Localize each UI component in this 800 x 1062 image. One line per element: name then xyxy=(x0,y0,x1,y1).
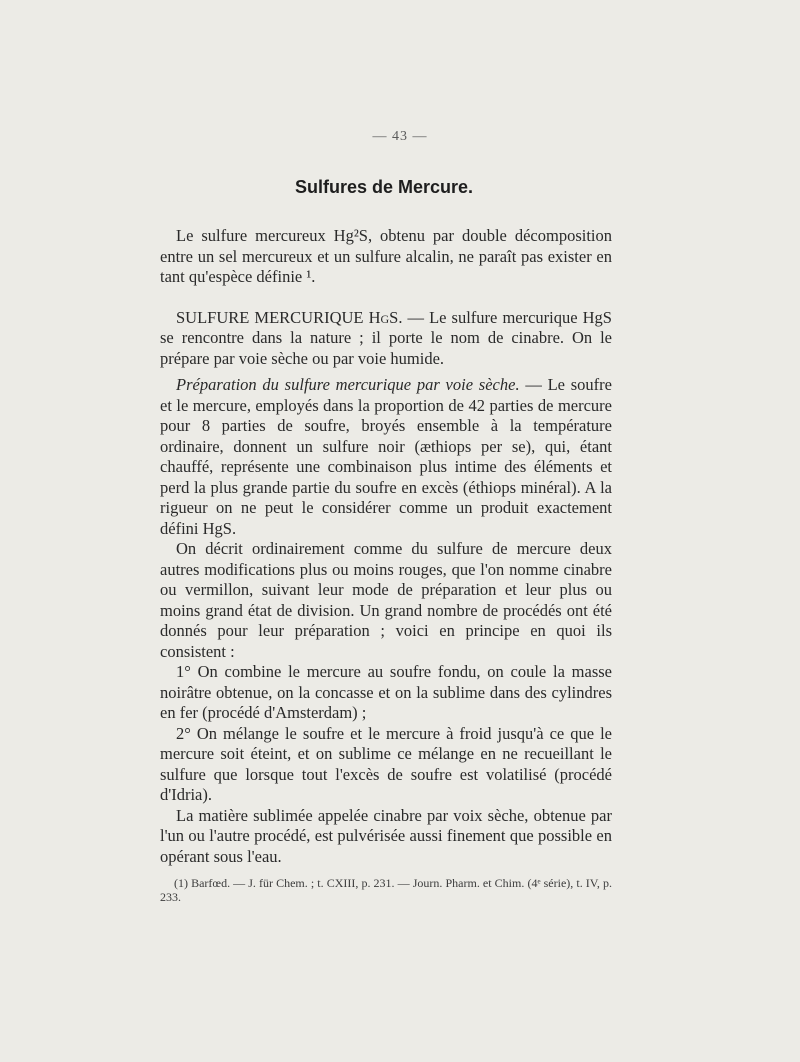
paragraph-intro: Le sulfure mercureux Hg²S, obtenu par double décomposition entre un sel mercureux et un sulfure alcalin, ne paraît pas exister en tant qu'espèce définie ¹. xyxy=(160,226,612,286)
footnote-text: (1) Barfœd. — J. für Chem. ; t. CXIII, p. 231. — Journ. Pharm. et Chim. (4ᵉ série), t. IV, p. 233. xyxy=(160,876,612,904)
paragraph-voie-seche: Préparation du sulfure mercurique par voie sèche. — Le soufre et le mercure, employés dans la proportion de 42 parties de mercure pour 8 parties de soufre, broyés ensemble à la température ordinaire, donnent un sulfure noir (æthiops per se), qui, étant chauffé, représente une combinaison plus intime des éléments et perd la plus grande partie du soufre en excès (éthiops minéral). A la rigueur on ne peut le considérer comme un produit exactement défini HgS. xyxy=(160,375,612,538)
paragraph-procede-amsterdam: 1° On combine le mercure au soufre fondu, on coule la masse noirâtre obtenue, on la concasse et on la sublime dans des cylindres en fer (procédé d'Amsterdam) ; xyxy=(160,662,612,722)
paragraph-matiere-sublimee: La matière sublimée appelée cinabre par voix sèche, obtenue par l'un ou l'autre procédé, est pulvérisée aussi finement que possible en opérant sous l'eau. xyxy=(160,805,612,866)
page-number: — 43 — xyxy=(372,129,428,144)
paragraph-sulfure-mercurique: SULFURE MERCURIQUE HgS. — Le sulfure mercurique HgS se rencontre dans la nature ; il porte le nom de cinabre. On le prépare par voie sèche ou par voie humide. xyxy=(160,307,612,368)
section-title: Sulfures de Mercure. xyxy=(294,177,474,197)
paragraph-modifications: On décrit ordinairement comme du sulfure de mercure deux autres modifications plus ou moins rouges, que l'on nomme cinabre ou vermillon, suivant leur mode de préparation et leur plus ou moins grand état de division. Un grand nombre de procédés ont été donnés pour leur préparation ; voici en principe en quoi ils consistent : xyxy=(160,539,612,661)
footnote xyxy=(160,876,612,904)
paragraph-lead: SULFURE MERCURIQUE HgS. xyxy=(176,307,403,327)
body-text xyxy=(160,226,612,867)
paragraph-lead-italic: Préparation du sulfure mercurique par voie sèche. xyxy=(176,375,520,394)
paragraph-procede-idria: 2° On mélange le soufre et le mercure à froid jusqu'à ce que le mercure soit éteint, et on sublime ce mélange en ne recueillant le sulfure que lorsque tout l'excès de soufre est volatilisé (procédé d'Idria). xyxy=(160,723,612,804)
